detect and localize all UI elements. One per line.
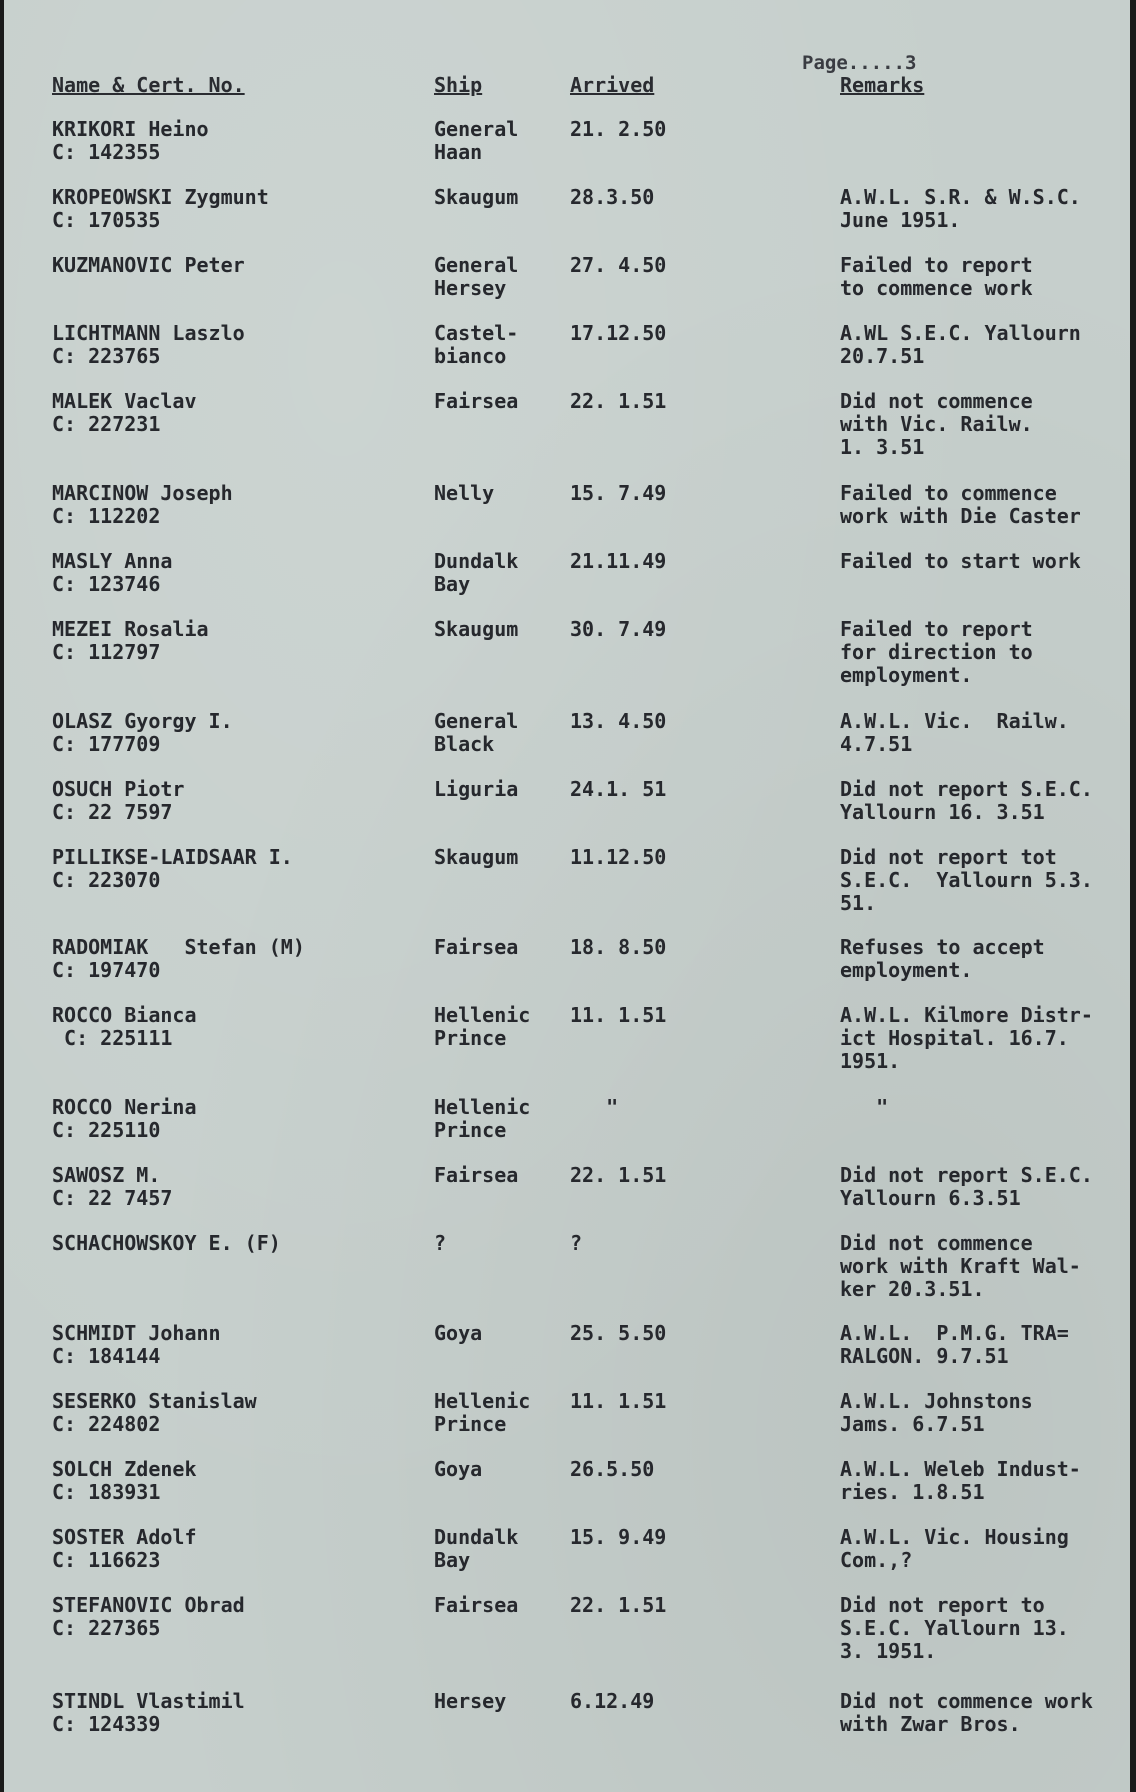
entry-remark-line: Did not commence [840, 1232, 1033, 1255]
entry-ship-line: Hersey [434, 1689, 507, 1713]
entry-arrived: 13. 4.50 [570, 709, 667, 733]
entry-ship-cell [434, 1096, 530, 1142]
entry-name-cell [52, 390, 197, 436]
entry-remark-line: Com.,? [840, 1548, 913, 1572]
entry-name-cell [52, 550, 172, 596]
entry-name-cell [52, 1390, 257, 1436]
entry-ship-line: Dundalk [434, 549, 519, 573]
entry-remark-line: Failed to report [840, 618, 1033, 641]
entry-arrived: 28.3.50 [570, 185, 655, 209]
entry-ship-line: Black [434, 732, 495, 756]
entry-remark-line: Did not commence [840, 390, 1033, 413]
entry-arrived: 27. 4.50 [570, 253, 667, 277]
entry-arrived: " [570, 1095, 619, 1119]
entry-name-cell [52, 710, 233, 756]
entry-row [4, 936, 1130, 996]
entry-name: SOLCH Zdenek [52, 1457, 197, 1481]
entry-name-cell [52, 1322, 221, 1368]
entry-row [4, 1593, 1130, 1663]
entry-name: SAWOSZ M. [52, 1163, 161, 1187]
entry-remark-line: June 1951. [840, 208, 961, 232]
entry-remark-line: A.W.L. Kilmore Distr- [840, 1004, 1093, 1027]
entry-ship-cell [434, 390, 518, 413]
entry-arrived-cell [570, 1594, 666, 1617]
entry-row [4, 322, 1130, 382]
entry-remarks-cell [840, 322, 1130, 368]
entry-arrived-cell [570, 254, 666, 277]
entry-remarks-cell [840, 1004, 1130, 1073]
entry-remark-line: A.W.L. Weleb Indust- [840, 1458, 1081, 1481]
entry-remarks-cell [840, 1458, 1130, 1504]
entry-ship-cell [434, 1322, 482, 1345]
entry-name-cell [52, 1232, 281, 1255]
entry-remarks-cell [840, 1594, 1130, 1663]
entry-arrived: 26.5.50 [570, 1457, 655, 1481]
entry-name: OSUCH Piotr [52, 777, 185, 801]
entry-name-cell [52, 1164, 172, 1210]
entry-name: SCHACHOWSKOY E. (F) [52, 1231, 281, 1255]
entry-cert: C: 123746 [52, 572, 161, 596]
entry-remarks-cell [840, 710, 1130, 756]
entry-ship-line: Hellenic [434, 1095, 531, 1119]
entry-remark-line: S.E.C. Yallourn 13. [840, 1616, 1069, 1640]
entry-row [4, 1690, 1130, 1750]
entry-name-cell [52, 1690, 245, 1736]
entry-cert: C: 116623 [52, 1548, 161, 1572]
entry-cert: C: 124339 [52, 1712, 161, 1736]
entry-remark-line: employment. [840, 958, 973, 982]
entry-arrived: 22. 1.51 [570, 1593, 667, 1617]
entry-cert: C: 225111 [52, 1026, 173, 1050]
entry-remark-line: A.W.L. S.R. & W.S.C. [840, 186, 1081, 209]
entry-remarks-cell [840, 1690, 1130, 1736]
entry-remarks-cell [840, 1322, 1130, 1368]
entry-row [4, 778, 1130, 838]
entry-arrived-cell [570, 118, 666, 141]
entry-ship-line: Bay [434, 1548, 471, 1572]
entry-remark-line: A.WL S.E.C. Yallourn [840, 322, 1081, 345]
entry-arrived-cell [570, 846, 666, 869]
entry-remark-line: A.W.L. Vic. Railw. [840, 710, 1069, 733]
entry-arrived-cell [570, 550, 666, 573]
entry-row [4, 1322, 1130, 1382]
entry-remarks-cell [840, 1232, 1130, 1301]
entry-arrived: 17.12.50 [570, 321, 667, 345]
entry-ship-cell [434, 1390, 530, 1436]
entry-name: ROCCO Bianca [52, 1003, 197, 1027]
entry-ship-line: Haan [434, 140, 483, 164]
entry-arrived: 18. 8.50 [570, 935, 667, 959]
entry-name: STINDL Vlastimil [52, 1689, 245, 1713]
entry-row [4, 1390, 1130, 1450]
entry-ship-line: Prince [434, 1118, 507, 1142]
entry-arrived-cell [570, 710, 666, 733]
entry-remark-line: Did not report S.E.C. [840, 1164, 1093, 1187]
entry-remark-line: 4.7.51 [840, 732, 913, 756]
entry-ship-cell [434, 550, 518, 596]
entry-row [4, 1164, 1130, 1224]
entry-remarks-cell [840, 254, 1130, 300]
entry-remark-line: A.W.L. P.M.G. TRA= [840, 1322, 1069, 1345]
entry-remark-line: Yallourn 16. 3.51 [840, 800, 1045, 824]
entry-remark-line: Failed to report [840, 254, 1033, 277]
entry-arrived: 21.11.49 [570, 549, 667, 573]
entry-remarks-cell [840, 1526, 1130, 1572]
entry-ship-cell [434, 1690, 506, 1713]
entry-row [4, 845, 1130, 915]
entry-ship-line: Hellenic [434, 1003, 531, 1027]
entry-name: KROPEOWSKI Zygmunt [52, 185, 269, 209]
entry-ship-cell [434, 186, 518, 209]
entry-ship-cell [434, 1232, 446, 1255]
entry-arrived-cell [570, 482, 666, 505]
entry-remarks-cell [840, 186, 1130, 232]
entry-cert: C: 225110 [52, 1118, 161, 1142]
entry-cert: C: 227231 [52, 412, 161, 436]
entry-cert: C: 227365 [52, 1616, 161, 1640]
entry-ship-line: General [434, 253, 519, 277]
entry-remark-line: S.E.C. Yallourn 5.3. [840, 868, 1093, 892]
entry-remark-line: to commence work [840, 276, 1033, 300]
entry-ship-cell [434, 846, 518, 869]
entry-remarks-cell [840, 936, 1130, 982]
entry-remarks-cell [840, 550, 1130, 573]
entry-ship-cell [434, 1004, 530, 1050]
entry-arrived-cell [570, 1526, 666, 1549]
entry-name: STEFANOVIC Obrad [52, 1593, 245, 1617]
entry-remark-line: 1951. [840, 1049, 901, 1073]
entry-cert: C: 112797 [52, 640, 161, 664]
entry-arrived: 22. 1.51 [570, 1163, 667, 1187]
entry-ship-line: Fairsea [434, 1593, 519, 1617]
column-header-remarks: Remarks [840, 73, 925, 97]
entry-ship-cell [434, 1526, 518, 1572]
entry-cert: C: 184144 [52, 1344, 161, 1368]
entry-row [4, 1003, 1130, 1073]
document-page [4, 0, 1130, 1792]
entry-ship-line: Fairsea [434, 389, 519, 413]
entry-ship-cell [434, 254, 518, 300]
entry-ship-line: Liguria [434, 777, 519, 801]
entry-arrived-cell [570, 1690, 654, 1713]
entry-name-cell [52, 1004, 197, 1050]
entry-arrived: 24.1. 51 [570, 777, 667, 801]
entry-remark-line: Jams. 6.7.51 [840, 1412, 985, 1436]
entry-arrived: 11. 1.51 [570, 1003, 667, 1027]
entry-remarks-cell [840, 778, 1130, 824]
entry-name-cell [52, 778, 184, 824]
entry-ship-line: Skaugum [434, 185, 519, 209]
entry-remark-line: with Zwar Bros. [840, 1712, 1021, 1736]
entry-name-cell [52, 1096, 197, 1142]
column-header-arrived: Arrived [570, 73, 655, 97]
entry-remarks-cell [840, 1390, 1130, 1436]
entry-arrived-cell [570, 322, 666, 345]
entry-remark-line: 1. 3.51 [840, 435, 925, 459]
entry-remarks-cell [840, 1096, 1130, 1119]
entry-cert: C: 22 7597 [52, 800, 173, 824]
entry-row [4, 710, 1130, 770]
entry-ship-line: Prince [434, 1026, 507, 1050]
entry-name-cell [52, 846, 293, 892]
entry-ship-line: Skaugum [434, 845, 519, 869]
column-header-name: Name & Cert. No. [52, 73, 245, 97]
entry-remark-line: for direction to [840, 640, 1033, 664]
entry-arrived: 22. 1.51 [570, 389, 667, 413]
entry-arrived-cell [570, 618, 666, 641]
entry-name-cell [52, 618, 209, 664]
entry-remark-line: " [840, 1096, 889, 1119]
entry-remark-line: A.W.L. Vic. Housing [840, 1526, 1069, 1549]
entry-remark-line: work with Kraft Wal- [840, 1254, 1081, 1278]
entry-ship-line: Hersey [434, 276, 507, 300]
entry-ship-line: Fairsea [434, 1163, 519, 1187]
entry-ship-cell [434, 1164, 518, 1187]
entry-remark-line: work with Die Caster [840, 504, 1081, 528]
entry-remark-line: A.W.L. Johnstons [840, 1390, 1033, 1413]
entry-ship-line: Goya [434, 1457, 483, 1481]
entry-name-cell [52, 1594, 245, 1640]
entry-remark-line: RALGON. 9.7.51 [840, 1344, 1009, 1368]
entry-ship-cell [434, 482, 494, 505]
entry-ship-line: Skaugum [434, 617, 519, 641]
entry-name: SESERKO Stanislaw [52, 1389, 257, 1413]
entry-remark-line: 20.7.51 [840, 344, 925, 368]
entry-remark-line: ries. 1.8.51 [840, 1480, 985, 1504]
entry-remark-line: Failed to start work [840, 550, 1081, 573]
entry-ship-line: General [434, 709, 519, 733]
entry-name: SCHMIDT Johann [52, 1321, 221, 1345]
entry-name: MEZEI Rosalia [52, 617, 209, 641]
entry-ship-cell [434, 118, 518, 164]
entry-name-cell [52, 482, 233, 528]
entry-name: KRIKORI Heino [52, 117, 209, 141]
entry-arrived: 11. 1.51 [570, 1389, 667, 1413]
entry-arrived: 11.12.50 [570, 845, 667, 869]
entry-remark-line: ker 20.3.51. [840, 1277, 985, 1301]
entry-row [4, 1526, 1130, 1586]
entry-row [4, 389, 1130, 459]
entry-arrived: 6.12.49 [570, 1689, 655, 1713]
entry-row [4, 118, 1130, 178]
entry-row [4, 1231, 1130, 1301]
entry-name: KUZMANOVIC Peter [52, 253, 245, 277]
entry-ship-cell [434, 778, 518, 801]
entry-remark-line: Refuses to accept [840, 936, 1045, 959]
entry-ship-cell [434, 322, 518, 368]
entry-arrived: 21. 2.50 [570, 117, 667, 141]
entry-cert: C: 197470 [52, 958, 161, 982]
entry-ship-cell [434, 1458, 482, 1481]
entry-ship-line: Castel- [434, 321, 519, 345]
entry-row [4, 1096, 1130, 1156]
entry-ship-cell [434, 936, 518, 959]
entry-arrived-cell [570, 1096, 618, 1119]
column-header-ship: Ship [434, 73, 483, 97]
entry-remarks-cell [840, 1164, 1130, 1210]
entry-name-cell [52, 1458, 197, 1504]
entry-cert: C: 223070 [52, 868, 161, 892]
entry-ship-line: Dundalk [434, 1525, 519, 1549]
entry-name-cell [52, 936, 305, 982]
entry-name-cell [52, 254, 245, 277]
entry-name-cell [52, 322, 245, 368]
entry-cert: C: 170535 [52, 208, 161, 232]
entry-ship-cell [434, 710, 518, 756]
entry-remarks-cell [840, 390, 1130, 459]
entry-arrived-cell [570, 1390, 666, 1413]
page-number: Page.....3 [802, 52, 917, 74]
entry-remarks-cell [840, 482, 1130, 528]
entry-name: PILLIKSE-LAIDSAAR I. [52, 845, 293, 869]
entry-remark-line: Did not commence work [840, 1690, 1093, 1713]
entry-arrived-cell [570, 1232, 582, 1255]
entry-ship-cell [434, 618, 518, 641]
entry-remark-line: employment. [840, 663, 973, 687]
entry-name-cell [52, 1526, 197, 1572]
entry-remark-line: 51. [840, 891, 877, 915]
entry-row [4, 186, 1130, 246]
entry-ship-line: bianco [434, 344, 507, 368]
entry-arrived-cell [570, 390, 666, 413]
entry-arrived-cell [570, 1322, 666, 1345]
entry-ship-cell [434, 1594, 518, 1617]
entry-name: ROCCO Nerina [52, 1095, 197, 1119]
entry-name: RADOMIAK Stefan (M) [52, 935, 305, 959]
entry-arrived: 15. 9.49 [570, 1525, 667, 1549]
entry-remark-line: Did not report tot [840, 846, 1057, 869]
entry-row [4, 1458, 1130, 1518]
entry-remark-line: Failed to commence [840, 482, 1057, 505]
entry-ship-line: General [434, 117, 519, 141]
entry-ship-line: ? [434, 1231, 447, 1255]
entry-row [4, 482, 1130, 542]
entry-name: MARCINOW Joseph [52, 481, 233, 505]
entry-remarks-cell [840, 846, 1130, 915]
entry-row [4, 550, 1130, 610]
entry-arrived: 15. 7.49 [570, 481, 667, 505]
entry-remark-line: with Vic. Railw. [840, 412, 1033, 436]
entry-arrived-cell [570, 936, 666, 959]
entry-name: LICHTMANN Laszlo [52, 321, 245, 345]
entry-row [4, 617, 1130, 687]
entry-ship-line: Goya [434, 1321, 483, 1345]
entry-cert: C: 22 7457 [52, 1186, 173, 1210]
entry-arrived-cell [570, 1164, 666, 1187]
entry-arrived-cell [570, 1458, 654, 1481]
entry-arrived-cell [570, 1004, 666, 1027]
entry-arrived: 30. 7.49 [570, 617, 667, 641]
entry-remarks-cell [840, 618, 1130, 687]
entry-cert: C: 224802 [52, 1412, 161, 1436]
entry-arrived-cell [570, 186, 654, 209]
entry-arrived: 25. 5.50 [570, 1321, 667, 1345]
entry-ship-line: Bay [434, 572, 471, 596]
entry-cert: C: 183931 [52, 1480, 161, 1504]
entry-name: OLASZ Gyorgy I. [52, 709, 233, 733]
entry-name-cell [52, 118, 209, 164]
entry-arrived: ? [570, 1231, 583, 1255]
entry-remark-line: Yallourn 6.3.51 [840, 1186, 1021, 1210]
entry-cert: C: 112202 [52, 504, 161, 528]
entry-cert: C: 142355 [52, 140, 161, 164]
entry-ship-line: Hellenic [434, 1389, 531, 1413]
entry-name: MALEK Vaclav [52, 389, 197, 413]
entry-cert: C: 177709 [52, 732, 161, 756]
entry-name: MASLY Anna [52, 549, 173, 573]
entry-row [4, 254, 1130, 314]
entry-remark-line: Did not report to [840, 1594, 1045, 1617]
entry-ship-line: Fairsea [434, 935, 519, 959]
entry-ship-line: Nelly [434, 481, 495, 505]
entry-cert: C: 223765 [52, 344, 161, 368]
entry-remark-line: Did not report S.E.C. [840, 778, 1093, 801]
entry-arrived-cell [570, 778, 666, 801]
entry-name: SOSTER Adolf [52, 1525, 197, 1549]
entry-ship-line: Prince [434, 1412, 507, 1436]
entry-name-cell [52, 186, 269, 232]
entry-remark-line: ict Hospital. 16.7. [840, 1026, 1069, 1050]
entry-remark-line: 3. 1951. [840, 1639, 937, 1663]
